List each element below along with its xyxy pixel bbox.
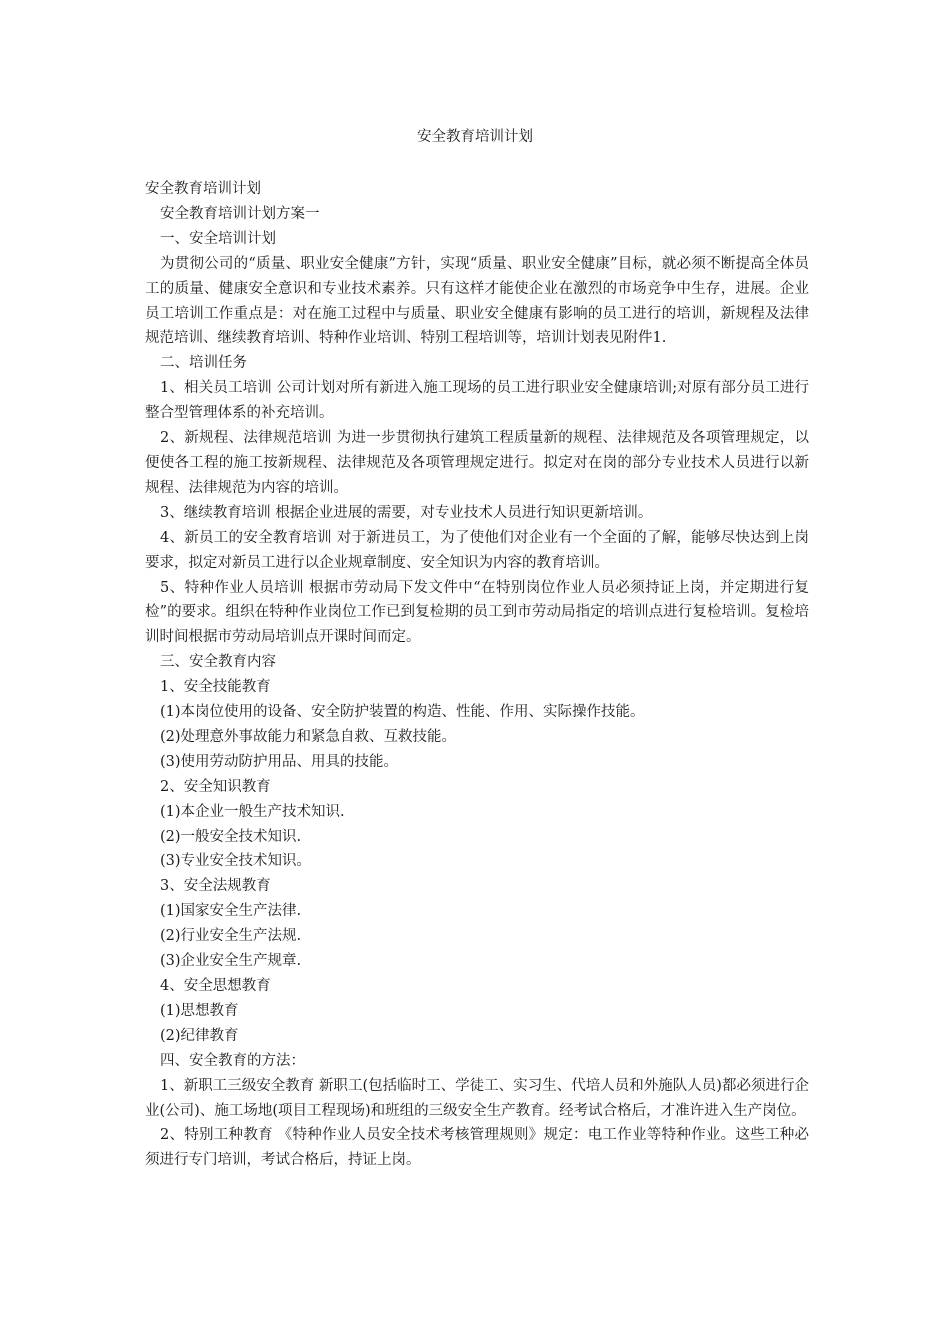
list-item: (1)思想教育 <box>160 1002 239 1019</box>
list-item: 1、相关员工培训 公司计划对所有新进入施工现场的员工进行职业安全健康培训;对原有部分员工进行整合型管理体系的补充培训。 <box>145 380 809 422</box>
document-body <box>145 177 809 1173</box>
section-heading: 四、安全教育的方法： <box>160 1052 305 1069</box>
section-heading: 一、安全培训计划 <box>160 230 276 247</box>
section-heading: 二、培训任务 <box>160 355 247 372</box>
list-item: (3)专业安全技术知识。 <box>160 853 312 870</box>
list-item: 2、特别工种教育 《特种作业人员安全技术考核管理规则》规定：电工作业等特种作业。这些工种必须进行专门培训，考试合格后，持证上岗。 <box>145 1127 809 1169</box>
list-item: 3、继续教育培训 根据企业进展的需要，对专业技术人员进行知识更新培训。 <box>160 504 653 521</box>
list-item: 4、新员工的安全教育培训 对于新进员工，为了使他们对企业有一个全面的了解，能够尽快达到上岗要求，拟定对新员工进行以企业规章制度、安全知识为内容的教育培训。 <box>145 529 809 571</box>
list-item: (3)使用劳动防护用品、用具的技能。 <box>160 753 399 770</box>
document-subtitle: 安全教育培训计划 <box>145 181 261 197</box>
list-item: 1、新职工三级安全教育 新职工(包括临时工、学徒工、实习生、代培人员和外施队人员)都必须进行企业(公司)、施工场地(项目工程现场)和班组的三级安全生产教育。经考试合格后，才准许进入生产岗位。 <box>145 1077 809 1119</box>
list-item: (1)本企业一般生产技术知识. <box>160 803 345 820</box>
list-item: (2)一般安全技术知识. <box>160 828 302 845</box>
plan-name: 安全教育培训计划方案一 <box>160 205 320 222</box>
list-item: (2)处理意外事故能力和紧急自救、互救技能。 <box>160 728 457 745</box>
subsection-heading: 3、安全法规教育 <box>160 878 271 895</box>
list-item: 5、特种作业人员培训 根据市劳动局下发文件中“在特别岗位作业人员必须持证上岗，并定期进行复检”的要求。组织在特种作业岗位工作已到复检期的员工到市劳动局指定的培训点进行复检培训。复检培训时间根据市劳动局培训点开课时间而定。 <box>145 579 809 646</box>
paragraph: 为贯彻公司的“质量、职业安全健康”方针，实现“质量、职业安全健康”目标，就必须不断提高全体员工的质量、健康安全意识和专业技术素养。只有这样才能使企业在激烈的市场竞争中生存，进展。企业员工培训工作重点是：对在施工过程中与质量、职业安全健康有影响的员工进行的培训，新规程及法律规范培训、继续教育培训、特种作业培训、特别工程培训等，培训计划表见附件1. <box>145 255 809 347</box>
subsection-heading: 4、安全思想教育 <box>160 978 271 994</box>
list-item: (2)行业安全生产法规. <box>160 928 302 945</box>
list-item: (1)国家安全生产法律. <box>160 903 302 920</box>
subsection-heading: 1、安全技能教育 <box>160 679 271 696</box>
section-heading: 三、安全教育内容 <box>160 654 276 671</box>
list-item: 2、新规程、法律规范培训 为进一步贯彻执行建筑工程质量新的规程、法律规范及各项管理规定，以便使各工程的施工按新规程、法律规范及各项管理规定进行。拟定对在岗的部分专业技术人员进行以新规程、法律规范为内容的培训。 <box>145 430 809 496</box>
list-item: (3)企业安全生产规章. <box>160 953 302 970</box>
list-item: (1)本岗位使用的设备、安全防护装置的构造、性能、作用、实际操作技能。 <box>160 704 645 721</box>
document-title: 安全教育培训计划 <box>417 129 533 145</box>
list-item: (2)纪律教育 <box>160 1027 239 1044</box>
subsection-heading: 2、安全知识教育 <box>160 778 271 795</box>
